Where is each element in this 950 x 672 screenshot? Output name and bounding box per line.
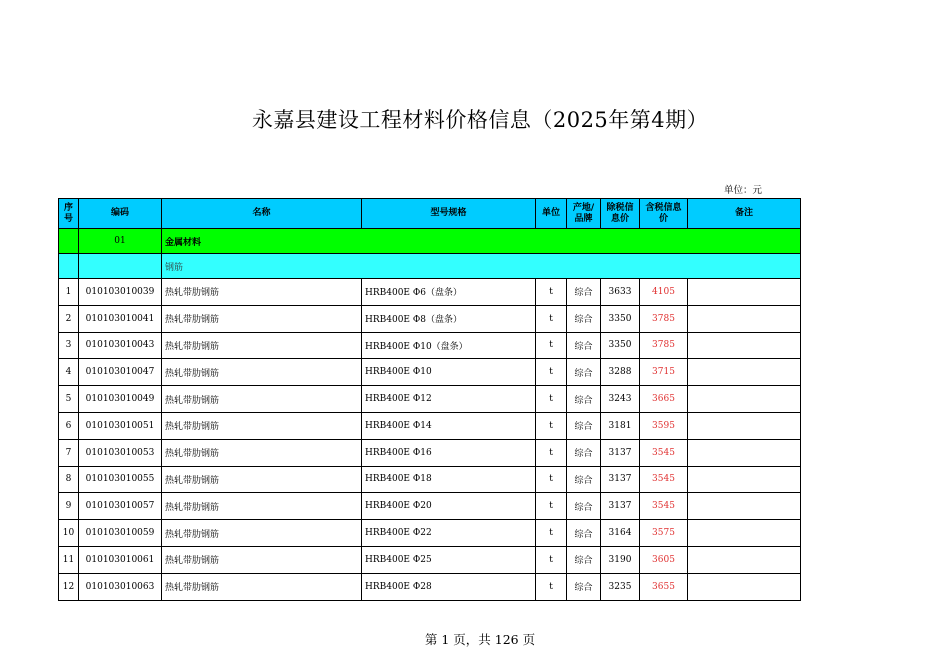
name-cell: 热轧带肋钢筋 xyxy=(162,279,362,306)
price-ex-cell: 3350 xyxy=(601,332,640,359)
remark-cell xyxy=(688,412,801,439)
seq-cell: 4 xyxy=(59,359,79,386)
unit-cell: t xyxy=(536,332,567,359)
origin-cell: 综合 xyxy=(567,520,601,547)
price-ex-cell: 3633 xyxy=(601,279,640,306)
header-origin: 产地/品牌 xyxy=(567,199,601,229)
remark-cell xyxy=(688,520,801,547)
table-row xyxy=(59,386,801,413)
unit-cell: t xyxy=(536,359,567,386)
remark-cell xyxy=(688,279,801,306)
unit-cell: t xyxy=(536,412,567,439)
spec-cell: HRB400E Φ16 xyxy=(362,439,536,466)
price-inc-cell: 3785 xyxy=(640,332,688,359)
name-cell: 热轧带肋钢筋 xyxy=(162,493,362,520)
table-row xyxy=(59,466,801,493)
table-row xyxy=(59,412,801,439)
name-cell: 热轧带肋钢筋 xyxy=(162,412,362,439)
spec-cell: HRB400E Φ28 xyxy=(362,573,536,600)
name-cell: 热轧带肋钢筋 xyxy=(162,305,362,332)
spec-cell: HRB400E Φ10 xyxy=(362,359,536,386)
seq-cell: 12 xyxy=(59,573,79,600)
origin-cell: 综合 xyxy=(567,412,601,439)
origin-cell: 综合 xyxy=(567,466,601,493)
page-title: 永嘉县建设工程材料价格信息（2025年第4期） xyxy=(251,108,709,132)
unit-cell: t xyxy=(536,305,567,332)
price-ex-cell: 3288 xyxy=(601,359,640,386)
code-cell: 010103010049 xyxy=(79,386,162,413)
name-cell: 热轧带肋钢筋 xyxy=(162,359,362,386)
spec-cell: HRB400E Φ12 xyxy=(362,386,536,413)
unit-cell: t xyxy=(536,520,567,547)
seq-cell: 7 xyxy=(59,439,79,466)
price-ex-cell: 3350 xyxy=(601,305,640,332)
price-inc-cell: 3545 xyxy=(640,466,688,493)
remark-cell xyxy=(688,573,801,600)
category-name: 金属材料 xyxy=(162,229,801,254)
seq-cell: 8 xyxy=(59,466,79,493)
subcategory-name: 钢筋 xyxy=(162,254,801,279)
seq-cell: 10 xyxy=(59,520,79,547)
origin-cell: 综合 xyxy=(567,546,601,573)
header-seq: 序号 xyxy=(59,199,79,229)
table-header-row xyxy=(59,199,801,229)
name-cell: 热轧带肋钢筋 xyxy=(162,332,362,359)
code-cell: 010103010055 xyxy=(79,466,162,493)
origin-cell: 综合 xyxy=(567,359,601,386)
seq-cell: 5 xyxy=(59,386,79,413)
code-cell: 010103010047 xyxy=(79,359,162,386)
spec-cell: HRB400E Φ22 xyxy=(362,520,536,547)
name-cell: 热轧带肋钢筋 xyxy=(162,520,362,547)
unit-cell: t xyxy=(536,439,567,466)
price-ex-cell: 3137 xyxy=(601,439,640,466)
table-row xyxy=(59,520,801,547)
table-row xyxy=(59,546,801,573)
unit-cell: t xyxy=(536,573,567,600)
page-footer: 第 1 页，共 126 页 xyxy=(424,632,536,647)
header-price-ex: 除税信息价 xyxy=(601,199,640,229)
code-cell: 010103010061 xyxy=(79,546,162,573)
header-code: 编码 xyxy=(79,199,162,229)
spec-cell: HRB400E Φ14 xyxy=(362,412,536,439)
remark-cell xyxy=(688,439,801,466)
seq-cell: 11 xyxy=(59,546,79,573)
origin-cell: 综合 xyxy=(567,386,601,413)
price-ex-cell: 3243 xyxy=(601,386,640,413)
name-cell: 热轧带肋钢筋 xyxy=(162,546,362,573)
code-cell: 010103010057 xyxy=(79,493,162,520)
unit-cell: t xyxy=(536,386,567,413)
header-price-inc: 含税信息价 xyxy=(640,199,688,229)
name-cell: 热轧带肋钢筋 xyxy=(162,386,362,413)
price-inc-cell: 3785 xyxy=(640,305,688,332)
origin-cell: 综合 xyxy=(567,439,601,466)
price-inc-cell: 3605 xyxy=(640,546,688,573)
price-inc-cell: 4105 xyxy=(640,279,688,306)
remark-cell xyxy=(688,546,801,573)
unit-cell: t xyxy=(536,466,567,493)
price-inc-cell: 3595 xyxy=(640,412,688,439)
spec-cell: HRB400E Φ25 xyxy=(362,546,536,573)
code-cell: 010103010059 xyxy=(79,520,162,547)
name-cell: 热轧带肋钢筋 xyxy=(162,573,362,600)
remark-cell xyxy=(688,332,801,359)
code-cell: 010103010041 xyxy=(79,305,162,332)
spec-cell: HRB400E Φ8（盘条） xyxy=(362,305,536,332)
header-remark: 备注 xyxy=(688,199,801,229)
spec-cell: HRB400E Φ10（盘条） xyxy=(362,332,536,359)
remark-cell xyxy=(688,386,801,413)
table-row xyxy=(59,573,801,600)
origin-cell: 综合 xyxy=(567,573,601,600)
seq-cell: 9 xyxy=(59,493,79,520)
spec-cell: HRB400E Φ6（盘条） xyxy=(362,279,536,306)
unit-cell: t xyxy=(536,546,567,573)
origin-cell: 综合 xyxy=(567,493,601,520)
header-spec: 型号规格 xyxy=(362,199,536,229)
price-inc-cell: 3665 xyxy=(640,386,688,413)
seq-cell: 6 xyxy=(59,412,79,439)
header-unit: 单位 xyxy=(536,199,567,229)
origin-cell: 综合 xyxy=(567,305,601,332)
seq-cell: 2 xyxy=(59,305,79,332)
unit-cell: t xyxy=(536,493,567,520)
spec-cell: HRB400E Φ20 xyxy=(362,493,536,520)
price-inc-cell: 3545 xyxy=(640,493,688,520)
table-row xyxy=(59,332,801,359)
unit-cell: t xyxy=(536,279,567,306)
spec-cell: HRB400E Φ18 xyxy=(362,466,536,493)
price-ex-cell: 3137 xyxy=(601,466,640,493)
remark-cell xyxy=(688,359,801,386)
remark-cell xyxy=(688,466,801,493)
price-inc-cell: 3715 xyxy=(640,359,688,386)
price-table xyxy=(58,198,801,601)
table-row xyxy=(59,359,801,386)
seq-cell: 3 xyxy=(59,332,79,359)
price-inc-cell: 3575 xyxy=(640,520,688,547)
table-row xyxy=(59,279,801,306)
category-row xyxy=(59,229,801,254)
subcategory-code-cell xyxy=(79,254,162,279)
remark-cell xyxy=(688,493,801,520)
subcategory-row xyxy=(59,254,801,279)
subcategory-seq-cell xyxy=(59,254,79,279)
category-seq-cell xyxy=(59,229,79,254)
price-inc-cell: 3655 xyxy=(640,573,688,600)
seq-cell: 1 xyxy=(59,279,79,306)
price-ex-cell: 3164 xyxy=(601,520,640,547)
table-row xyxy=(59,439,801,466)
price-ex-cell: 3181 xyxy=(601,412,640,439)
code-cell: 010103010053 xyxy=(79,439,162,466)
origin-cell: 综合 xyxy=(567,332,601,359)
code-cell: 010103010039 xyxy=(79,279,162,306)
table-row xyxy=(59,305,801,332)
price-inc-cell: 3545 xyxy=(640,439,688,466)
origin-cell: 综合 xyxy=(567,279,601,306)
remark-cell xyxy=(688,305,801,332)
name-cell: 热轧带肋钢筋 xyxy=(162,466,362,493)
category-code: 01 xyxy=(79,229,162,254)
price-ex-cell: 3190 xyxy=(601,546,640,573)
name-cell: 热轧带肋钢筋 xyxy=(162,439,362,466)
price-ex-cell: 3235 xyxy=(601,573,640,600)
table-row xyxy=(59,493,801,520)
unit-label: 单位：元 xyxy=(724,185,763,196)
code-cell: 010103010063 xyxy=(79,573,162,600)
header-name: 名称 xyxy=(162,199,362,229)
code-cell: 010103010051 xyxy=(79,412,162,439)
price-ex-cell: 3137 xyxy=(601,493,640,520)
code-cell: 010103010043 xyxy=(79,332,162,359)
